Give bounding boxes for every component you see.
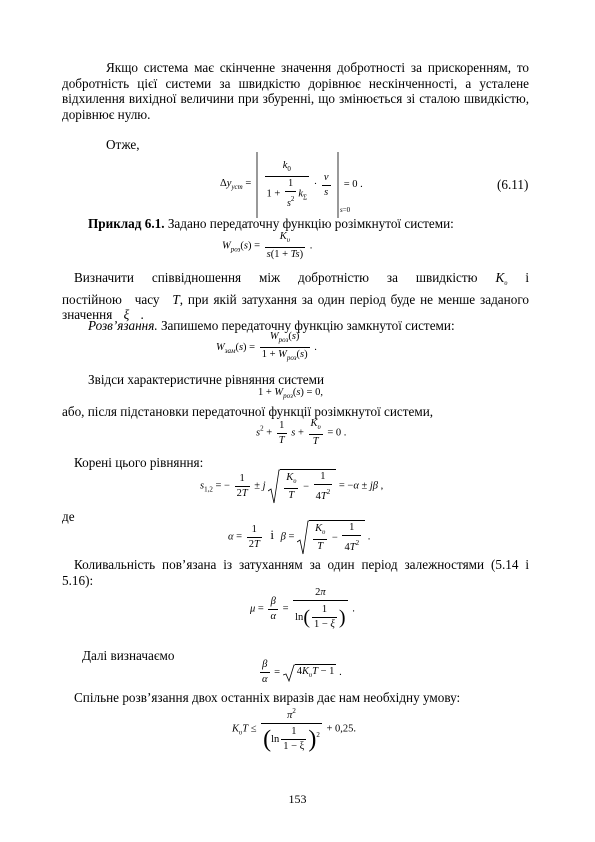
- paragraph-task: Визначити співвідношення між добротністю за швидкістю $K_\upsilon$ і постійною часу T, при якій затухання за один період буде не менше заданого значення ξ .: [62, 270, 530, 322]
- paragraph-next: Далі визначаємо: [82, 648, 175, 663]
- equation-characteristic: $1 + W_{роз}(s) = 0$,: [258, 387, 323, 400]
- page-number: 153: [288, 792, 307, 806]
- equation-6-11: $\Delta y_{уст}$ = $k_0$ 1 + $\frac{1}{s^2}$ $k_\Sigma$ · $\frac{\nu}{s}$ = 0 .: [220, 152, 363, 218]
- equation-mu: μ = $\frac{\beta}{\alpha}$ = 2π ln( $\frac{1}{1 - \xi}$ ) .: [250, 587, 355, 630]
- example-heading: Приклад 6.1. Задано передаточну функцію розімкнутої системи:: [88, 216, 454, 231]
- eval-limit: s=0: [340, 206, 351, 214]
- equation-quadratic: $s^2$ + $\frac{1}{T}$ s + $\frac{K_\upsilon}{T}$ = 0 .: [256, 418, 347, 447]
- equation-ratio: $\frac{\beta}{\alpha}$ = $4K_\upsilon T - 1$ .: [262, 659, 342, 685]
- equation-final: $K_\upsilon T$ ≤ $\pi^2$ (ln $\frac{1}{1 - \xi}$ )$^2$ + 0,25.: [232, 707, 357, 753]
- paragraph-oscillation: Коливальність пов’язана із затуханням за один період залежностями (5.14 і 5.16):: [62, 557, 529, 588]
- paragraph-therefore: Отже,: [106, 137, 140, 152]
- equation-open-loop: $W_{роз}(s)$ = $\frac{K_\upsilon}{s(1 + Ts)}$ .: [222, 231, 313, 260]
- sqrt-sign: $\frac{K_\upsilon}{T}$ − $\frac{1}{4T^2}$: [297, 520, 365, 554]
- equation-number: (6.11): [497, 177, 529, 192]
- equation-closed-loop: $W_{зам}(s)$ = $\frac{W_{роз}(s)}{1 + W_{роз}(s)}$ .: [216, 331, 317, 362]
- paragraph-joint: Спільне розв’язання двох останніх виразів дає нам необхідну умову:: [74, 690, 461, 705]
- paragraph-intro: Якщо система має скінченне значення добротності за прискоренням, то добротність цієї системи за швидкістю дорівнює нескінченності, а усталене відхилення вихідної величини при збуренні, що змінюється зі сталою швидкістю, дорівнює нулю.: [62, 60, 529, 122]
- sqrt-sign: $\frac{K_\upsilon}{T}$ − $\frac{1}{4T^2}$: [268, 469, 336, 503]
- paragraph-substitution: або, після підстановки передаточної функції розімкнутої системи,: [62, 404, 434, 419]
- equation-roots: $s_{1,2}$ = − $\frac{1}{2T}$ ± j $\frac{K_\upsilon}{T}$ − $\frac{1}{4T^2}$ = −α ± jβ ,: [200, 471, 384, 502]
- paragraph-roots: Корені цього рівняння:: [74, 455, 204, 470]
- eval-bar-left: [254, 152, 260, 218]
- paragraph-characteristic: Звідси характеристичне рівняння системи: [88, 372, 325, 387]
- sqrt-sign: $4K_\upsilon T - 1$: [283, 664, 337, 681]
- equation-alpha-beta: α = $\frac{1}{2T}$ і β = $\frac{K_\upsilon}{T}$ − $\frac{1}{4T^2}$ .: [228, 522, 371, 553]
- paragraph-solution: Розв’язання. Запишемо передаточну функцію замкнутої системи:: [88, 318, 455, 333]
- paragraph-where: де: [62, 509, 75, 524]
